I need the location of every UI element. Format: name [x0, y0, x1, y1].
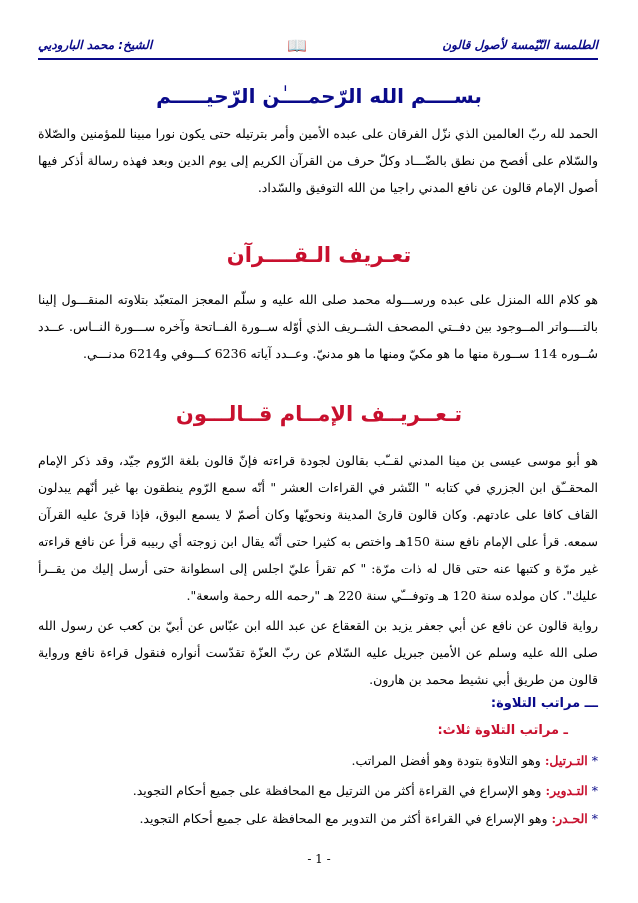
section-title-quran: تعـريف الـقــــرآن [226, 243, 412, 267]
rank-text: وهو الإسراع في القراءة أكثر من التدوير مع المحافظة على جميع أحكام التجويد. [139, 811, 548, 826]
qalun-definition: هو أبو موسى عيسى بن مينا المدني لقــّب بقالون لجودة قراءته فإنّ قالون بلغة الرّوم جيّد، وقد ذكر الإمام المحقــّق ابن الجزري في كتابه " النّشر في القراءات العشر " أنّه سمع الرّوم ينطقون بها غير أنّهم يبدلون القاف كافا على عادتهم. وكان قالون قارئ المدينة ونحويّها وكان أصمّ لا يسمع البوق، فإذا قرئ عليه القرآن سمعه. قرأ على الإمام نافع سنة 150هـ واختص به كثيرا حتى أنّه يقال ابن زوجته أي ربيبه قرأ عن نافع قراءته غير مرّة و كتبها عنه حتى قال له ذات مرّة: " كم تقرأ عليّ اجلس إلى اسطوانة حتى أرسل إليك من يقــرأ عليك". كان مولده سنة 120 هـ وتوفـــّي سنة 220 هـ "رحمه الله رحمة واسعة". [38, 453, 598, 603]
quran-definition: هو كلام الله المنزل على عبده ورســـوله محمد صلى الله عليه و سلّم المعجز المتعبّد بتلاوته المنقـــول إلينا بالتــــواتر المــوجود بين دفــتي المصحف الشــريف الذي أوّله ســورة الفــاتحة وآخره ســـورة النــاس. عــدد سُــوره 114 ســورة منها ما هو مكيّ ومنها ما هو مدنيّ. وعــدد آياته 6236 كـــوفي و6214 مدنـــي. [38, 292, 598, 361]
ranks-subheading: ـ مراتب التلاوة ثلاث: [437, 723, 568, 738]
rank-label: التـرتيل: [544, 753, 588, 768]
rank-item [139, 811, 598, 826]
rank-text: وهو التلاوة بتودة وهو أفضل المراتب. [351, 753, 541, 768]
basmala: بســــم الله الرّحمــــٰن الرّحيـــــم [156, 84, 482, 108]
page-header [38, 34, 598, 56]
intro-paragraph: الحمد لله ربّ العالمين الذي نزّل الفرقان على عبده الأمين وأمر بترتيله حتى يكون نورا مبينا للمؤمنين والصّلاة والسّلام على أفصح من نطق بالضّـــاد وكلّ حرف من القرآن الكريم إلى يوم الدين وبعد فهذه رسالة أذكر فيها أصول الإمام قالون عن نافع المدني راجيا من الله التوفيق والسّداد. [38, 126, 598, 195]
section-title-qalun: تـعــريــف الإمــام قــالـــون [175, 402, 463, 426]
header-author: الشيخ: محمد الباروديي [38, 38, 153, 52]
qalun-riwaya: رواية قالون عن نافع عن أبي جعفر يزيد بن القعقاع عن عبد الله ابن عبّاس عن أبيّ بن كعب عن رسول الله صلى الله عليه وسلم عن الأمين جبريل عليه السّلام عن ربّ العزّة تقدّست أنواره فنقول قراءة نافع ورواية قالون من طريق أبي نشيط محمد بن هارون. [38, 618, 598, 687]
rank-label: الحـدر: [551, 811, 588, 826]
header-divider [38, 58, 598, 60]
page-number: - 1 - [307, 852, 331, 866]
ranks-heading: ـــ مراتب التلاوة: [490, 696, 598, 711]
rank-item [352, 753, 599, 768]
book-icon: 📖 [287, 35, 308, 55]
rank-item [133, 783, 598, 798]
star-icon: * [587, 811, 598, 826]
star-icon: * [587, 783, 598, 798]
rank-label: التـدوير: [545, 783, 588, 798]
rank-text: وهو الإسراع في القراءة أكثر من الترتيل مع المحافظة على جميع أحكام التجويد. [132, 783, 542, 798]
star-icon: * [587, 753, 598, 768]
header-title: الطلمسة النّيّمسة لأصول قالون [442, 38, 598, 52]
